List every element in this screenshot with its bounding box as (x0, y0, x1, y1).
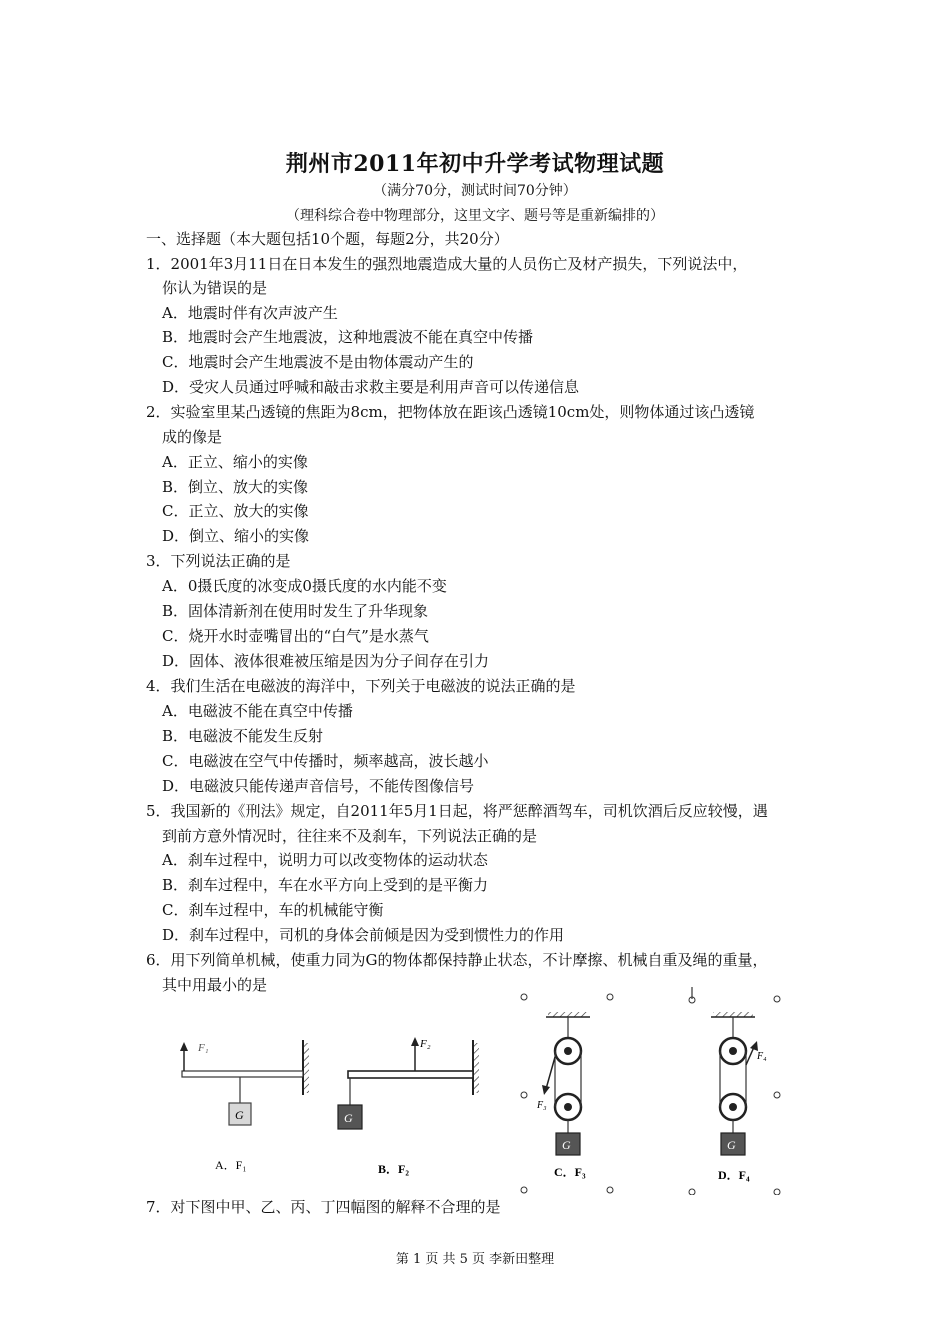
q2-stem: 2．实验室里某凸透镜的焦距为8cm，把物体放在距该凸透镜10cm处，则物体通过该凸透镜 (146, 403, 755, 421)
caption-b: B．F₂ (378, 1162, 409, 1176)
simple-machines-figure (160, 985, 820, 1195)
q2-option-a: A．正立、缩小的实像 (162, 453, 308, 471)
q4-option-b: B．电磁波不能发生反射 (162, 727, 324, 745)
q3-option-a: A．0摄氏度的冰变成0摄氏度的水内能不变 (162, 577, 447, 595)
caption-a: A．F₁ (215, 1158, 247, 1172)
q4-option-a: A．电磁波不能在真空中传播 (162, 702, 353, 720)
q1-option-b: B．地震时会产生地震波，这种地震波不能在真空中传播 (162, 328, 534, 346)
weight-label-c: G (562, 1138, 571, 1152)
weight-label-a: G (235, 1108, 244, 1122)
q3-option-b: B．固体清新剂在使用时发生了升华现象 (162, 602, 429, 620)
q4-option-d: D．电磁波只能传递声音信号，不能传图像信号 (162, 777, 475, 795)
q1-stem: 1．2001年3月11日在日本发生的强烈地震造成大量的人员伤亡及材产损失，下列说法中， (146, 255, 748, 273)
page-footer: 第 1 页 共 5 页 李新田整理 (395, 1252, 555, 1267)
q4-stem: 4．我们生活在电磁波的海洋中，下列关于电磁波的说法正确的是 (146, 677, 576, 695)
page-title: 荆州市2011年初中升学考试物理试题 (285, 151, 665, 177)
q3-option-c: C．烧开水时壶嘴冒出的“白气”是水蒸气 (162, 627, 429, 645)
diagram-a-lever (180, 1040, 309, 1172)
q5-option-a: A．刹车过程中，说明力可以改变物体的运动状态 (162, 851, 488, 869)
q4-option-c: C．电磁波在空气中传播时，频率越高，波长越小 (162, 752, 489, 770)
q2-option-b: B．倒立、放大的实像 (162, 478, 309, 496)
force-arrow-f3 (546, 1057, 555, 1089)
force-label-f2: F₂ (420, 1038, 431, 1050)
section-heading: 一、选择题（本大题包括10个题，每题2分，共20分） (146, 230, 509, 248)
force-arrow-f4 (746, 1047, 754, 1065)
q2-option-d: D．倒立、缩小的实像 (162, 527, 310, 545)
caption-d: D．F₄ (718, 1168, 750, 1182)
q5-option-d: D．刹车过程中，司机的身体会前倾是因为受到惯性力的作用 (162, 926, 565, 944)
caption-c: C．F₃ (554, 1165, 586, 1179)
q3-option-d: D．固体、液体很难被压缩是因为分子间存在引力 (162, 652, 490, 670)
q1-option-a: A．地震时伴有次声波产生 (162, 304, 338, 322)
q2-stem-cont: 成的像是 (162, 428, 223, 446)
q2-option-c: C．正立、放大的实像 (162, 502, 309, 520)
q6-stem: 6．用下列简单机械，使重力同为G的物体都保持静止状态，不计摩擦、机械自重及绳的重量， (146, 951, 768, 969)
weight-label-d: G (727, 1138, 736, 1152)
q1-option-d: D．受灾人员通过呼喊和敲击求救主要是利用声音可以传递信息 (162, 378, 580, 396)
subtitle-note: （理科综合卷中物理部分，这里文字、题号等是重新编排的） (286, 208, 664, 224)
q5-stem: 5．我国新的《刑法》规定，自2011年5月1日起，将严惩醉酒驾车，司机饮酒后反应较慢，遇 (146, 802, 768, 820)
lever-bar-b (348, 1071, 473, 1078)
q1-option-c: C．地震时会产生地震波不是由物体震动产生的 (162, 353, 474, 371)
q5-option-b: B．刹车过程中，车在水平方向上受到的是平衡力 (162, 876, 489, 894)
subtitle-score: （满分70分，测试时间70分钟） (373, 183, 577, 199)
lever-bar-a (182, 1071, 303, 1077)
force-label-f4: F₄ (757, 1051, 767, 1062)
weight-label-b: G (344, 1111, 353, 1125)
diagram-d-pulley (689, 987, 780, 1195)
diagram-b-lever (338, 1037, 479, 1176)
q5-option-c: C．刹车过程中，车的机械能守衡 (162, 901, 384, 919)
q7-stem: 7．对下图中甲、乙、丙、丁四幅图的解释不合理的是 (146, 1198, 501, 1216)
force-label-f1: F₁ (198, 1042, 209, 1054)
diagram-c-pulley (521, 994, 613, 1193)
q1-stem-cont: 你认为错误的是 (162, 279, 268, 297)
force-label-f3: F₃ (537, 1100, 547, 1111)
q3-stem: 3．下列说法正确的是 (146, 552, 291, 570)
q5-stem-cont: 到前方意外情况时，往往来不及刹车，下列说法正确的是 (162, 827, 538, 845)
q6-stem-cont: 其中用最小的是 (162, 976, 268, 994)
